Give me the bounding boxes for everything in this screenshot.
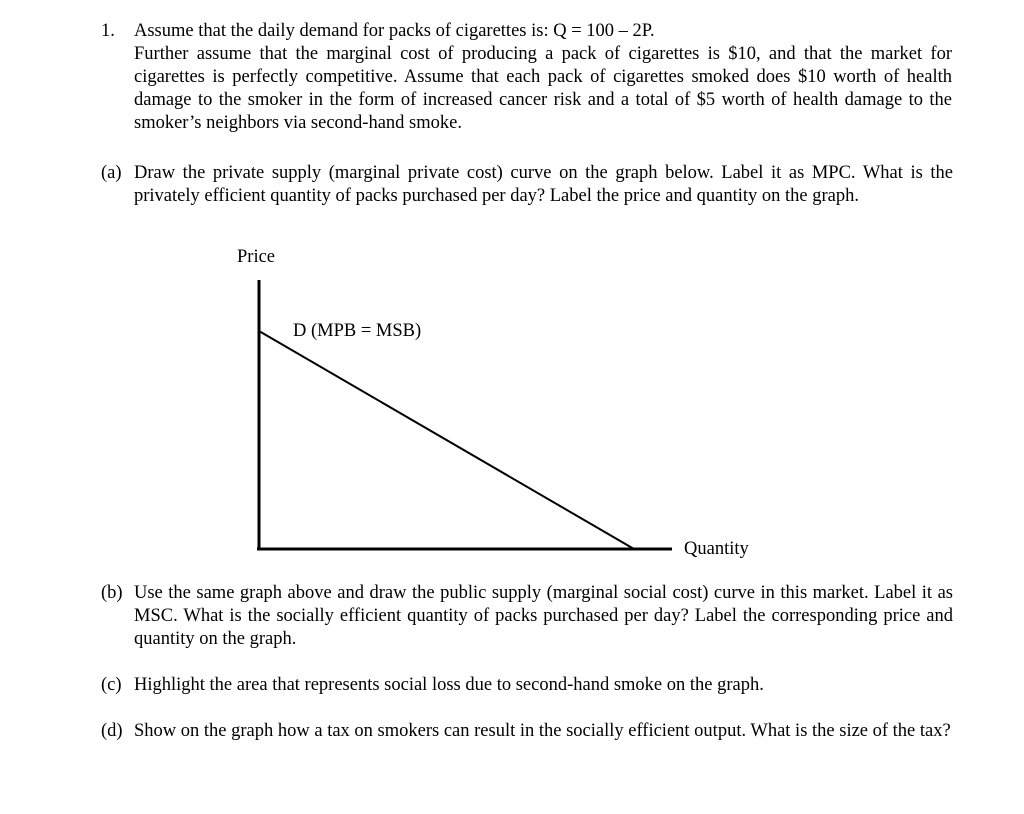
part-d-label: (d) (101, 721, 123, 741)
part-a-label: (a) (101, 163, 122, 183)
part-b (101, 582, 953, 651)
question-number: 1. (101, 21, 115, 41)
part-a-text: Draw the private supply (marginal private cost) curve on the graph below. Label it as MPC. What is the privately efficient quantity of packs purchased per day? Label the price and quantity on the graph. (134, 163, 953, 206)
assumptions-statement: Further assume that the marginal cost of producing a pack of cigarettes is $10, and that the market for cigarettes is perfectly competitive. Assume that each pack of cigarettes smoked does $10 worth of health damage to the smoker in the form of increased cancer risk and a total of $5 worth of health damage to the smoker’s neighbors via second-hand smoke. (134, 44, 952, 133)
part-c (101, 674, 953, 697)
part-c-label: (c) (101, 675, 122, 695)
price-axis-label: Price (237, 247, 276, 267)
part-d (101, 720, 953, 743)
quantity-axis-label: Quantity (684, 539, 749, 559)
part-b-label: (b) (101, 583, 123, 603)
part-d-text: Show on the graph how a tax on smokers can result in the socially efficient output. What is the size of the tax? (134, 721, 951, 741)
part-c-text: Highlight the area that represents social loss due to second-hand smoke on the graph. (134, 675, 764, 695)
demand-curve-label: D (MPB = MSB) (293, 321, 422, 341)
part-b-text: Use the same graph above and draw the public supply (marginal social cost) curve in this market. Label it as MSC. What is the socially efficient quantity of packs purchased per day? Label the corresponding price and quantity on the graph. (134, 583, 953, 649)
demand-statement: Assume that the daily demand for packs of cigarettes is: Q = 100 – 2P. (134, 21, 655, 41)
demand-curve (259, 331, 634, 549)
